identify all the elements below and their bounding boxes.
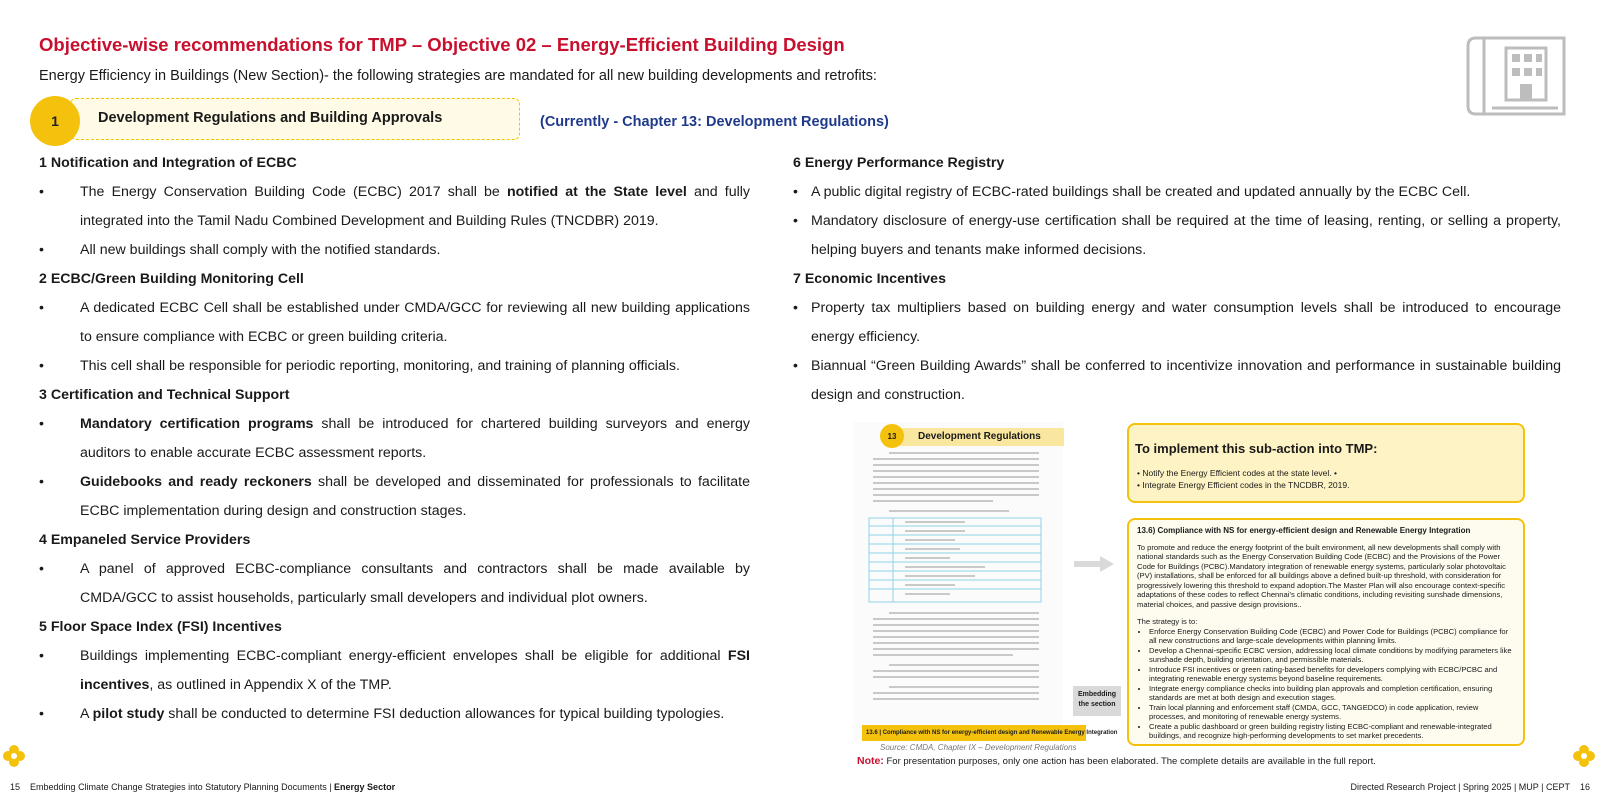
document-title: Development Regulations: [884, 428, 1064, 446]
bullet-item: • The Energy Conservation Building Code (ECBC) 2017 shall be notified at the State level and fully integrated into the Tamil Nadu Combined Development and Building Rules (TNCDBR) 2019.: [39, 178, 750, 236]
footer-left: 15 Embedding Climate Change Strategies into Statutory Planning Documents | Energy Sector: [10, 782, 396, 792]
left-column: [39, 149, 750, 729]
document-page-thumbnail: [853, 422, 1063, 740]
page-subtitle: Energy Efficiency in Buildings (New Section)- the following strategies are mandated for all new building developments and retrofits:: [39, 68, 877, 84]
page-number: 16: [1579, 782, 1590, 792]
bullet-item: • Guidebooks and ready reckoners shall be developed and disseminated for professionals to facilitate ECBC implementation during design and construction stages.: [39, 468, 750, 526]
subsection-heading: 7 Economic Incentives: [793, 271, 946, 287]
bullet-item: • This cell shall be responsible for periodic reporting, monitoring, and training of planning officials.: [39, 352, 750, 381]
embedding-badge: Embedding the section: [1073, 686, 1121, 716]
subsection-heading: 2 ECBC/Green Building Monitoring Cell: [39, 271, 304, 287]
bullet-item: • A dedicated ECBC Cell shall be established under CMDA/GCC for reviewing all new building applications to ensure compliance with ECBC or green building criteria.: [39, 294, 750, 352]
section-note: (Currently - Chapter 13: Development Regulations): [540, 114, 889, 130]
arrow-right-icon: [1074, 556, 1114, 572]
strategy-item: • Integrate energy compliance checks into building plan approvals and completion certification, ensuring standards are met at both design and execution stages.: [1149, 684, 1515, 703]
implementation-bullet: • Notify the Energy Efficient codes at the state level. •: [1137, 468, 1337, 478]
bullet-item: • All new buildings shall comply with the notified standards.: [39, 236, 750, 265]
bullet-item: • A pilot study shall be conducted to determine FSI deduction allowances for typical building typologies.: [39, 700, 750, 729]
section-label: Development Regulations and Building Approvals: [98, 110, 443, 126]
strategy-label: The strategy is to:: [1137, 617, 1198, 626]
bullet-item: • Mandatory disclosure of energy-use certification shall be required at the time of leasing, renting, or selling a property, helping buyers and tenants make informed decisions.: [793, 207, 1561, 265]
right-column: [793, 149, 1561, 410]
page-number: 15: [10, 782, 21, 792]
implementation-bullet: • Integrate Energy Efficient codes in the TNCDBR, 2019.: [1137, 480, 1350, 490]
building-blueprint-icon: [1462, 30, 1570, 122]
strategy-item: • Train local planning and enforcement staff (CMDA, GCC, TANGEDCO) in code application, review processes, and monitoring of renewable energy systems.: [1149, 703, 1515, 722]
page-title: Objective-wise recommendations for TMP – Objective 02 – Energy-Efficient Building Design: [39, 34, 845, 55]
flower-icon: [2, 744, 26, 768]
bullet-item: • Mandatory certification programs shall be introduced for chartered building surveyors and energy auditors to enable accurate ECBC assessment reports.: [39, 410, 750, 468]
compliance-paragraph: To promote and reduce the energy footprint of the built environment, all new developments shall comply with national standards such as the Energy Conservation Building Code (ECBC) and the Provisions of the Power Code for Buildings (PCBC).Mandatory integration of renewable energy systems, particularly solar photovoltaic (PV) installations, shall be enforced for all buildings above a defined built-up threshold, with consideration for progressively lowering this threshold to expand adoption.The Master Plan will also encourage context-specific adaptations of these codes to reflect Chennai’s climatic conditions, including revisiting sunshade dimensions, material choices, and passive design provisions..: [1137, 542, 1506, 609]
subsection-heading: 5 Floor Space Index (FSI) Incentives: [39, 619, 282, 635]
implementation-box: [1127, 423, 1525, 503]
document-number-badge: 13: [880, 424, 904, 448]
figure-source: Source: CMDA, Chapter IX – Development Regulations: [880, 743, 1077, 752]
subsection-heading: 3 Certification and Technical Support: [39, 387, 290, 403]
document-footer-strip: 13.6 | Compliance with NS for energy-efficient design and Renewable Energy Integration: [862, 725, 1086, 741]
bullet-item: • A panel of approved ECBC-compliance consultants and contractors shall be made available by CMDA/GCC to assist households, particularly small developers and individual plot owners.: [39, 555, 750, 613]
subsection-heading: 6 Energy Performance Registry: [793, 155, 1005, 171]
strategy-item: • Introduce FSI incentives or green rating-based benefits for developers complying with ECBC/PCBC and integrating renewable energy systems beyond baseline requirements.: [1149, 665, 1515, 684]
presentation-note: Note: For presentation purposes, only one action has been elaborated. The complete details are available in the full report.: [857, 755, 1376, 767]
bullet-item: • Buildings implementing ECBC-compliant energy-efficient envelopes shall be eligible for additional FSI incentives, as outlined in Appendix X of the TMP.: [39, 642, 750, 700]
strategy-item: • Enforce Energy Conservation Building Code (ECBC) and Power Code for Buildings (PCBC) compliance for all new constructions and large-scale developments within planning limits.: [1149, 627, 1515, 646]
bullet-item: • Biannual “Green Building Awards” shall be conferred to incentivize innovation and performance in sustainable building design and construction.: [793, 352, 1561, 410]
bullet-item: • Property tax multipliers based on building energy and water consumption levels shall be introduced to encourage energy efficiency.: [793, 294, 1561, 352]
section-number-badge: 1: [30, 96, 80, 146]
compliance-heading: 13.6) Compliance with NS for energy-efficient design and Renewable Energy Integration: [1137, 526, 1471, 535]
footer-right: Directed Research Project | Spring 2025 | MUP | CEPT 16: [1350, 782, 1590, 792]
subsection-heading: 4 Empaneled Service Providers: [39, 532, 251, 548]
flower-icon: [1572, 744, 1596, 768]
strategy-item: • Develop a Chennai-specific ECBC version, addressing local climate conditions by modifying parameters like sunshade depth, building orientation, and permissible materials.: [1149, 646, 1515, 665]
subsection-heading: 1 Notification and Integration of ECBC: [39, 155, 297, 171]
strategy-item: • Create a public dashboard or green building registry listing ECBC-compliant and renewable-integrated buildings, and recognize high-performing developments to set market precedents.: [1149, 722, 1515, 741]
bullet-item: • A public digital registry of ECBC-rated buildings shall be created and updated annually by the ECBC Cell.: [793, 178, 1561, 207]
implementation-title: To implement this sub-action into TMP:: [1135, 441, 1378, 456]
compliance-text-box: [1127, 518, 1525, 746]
